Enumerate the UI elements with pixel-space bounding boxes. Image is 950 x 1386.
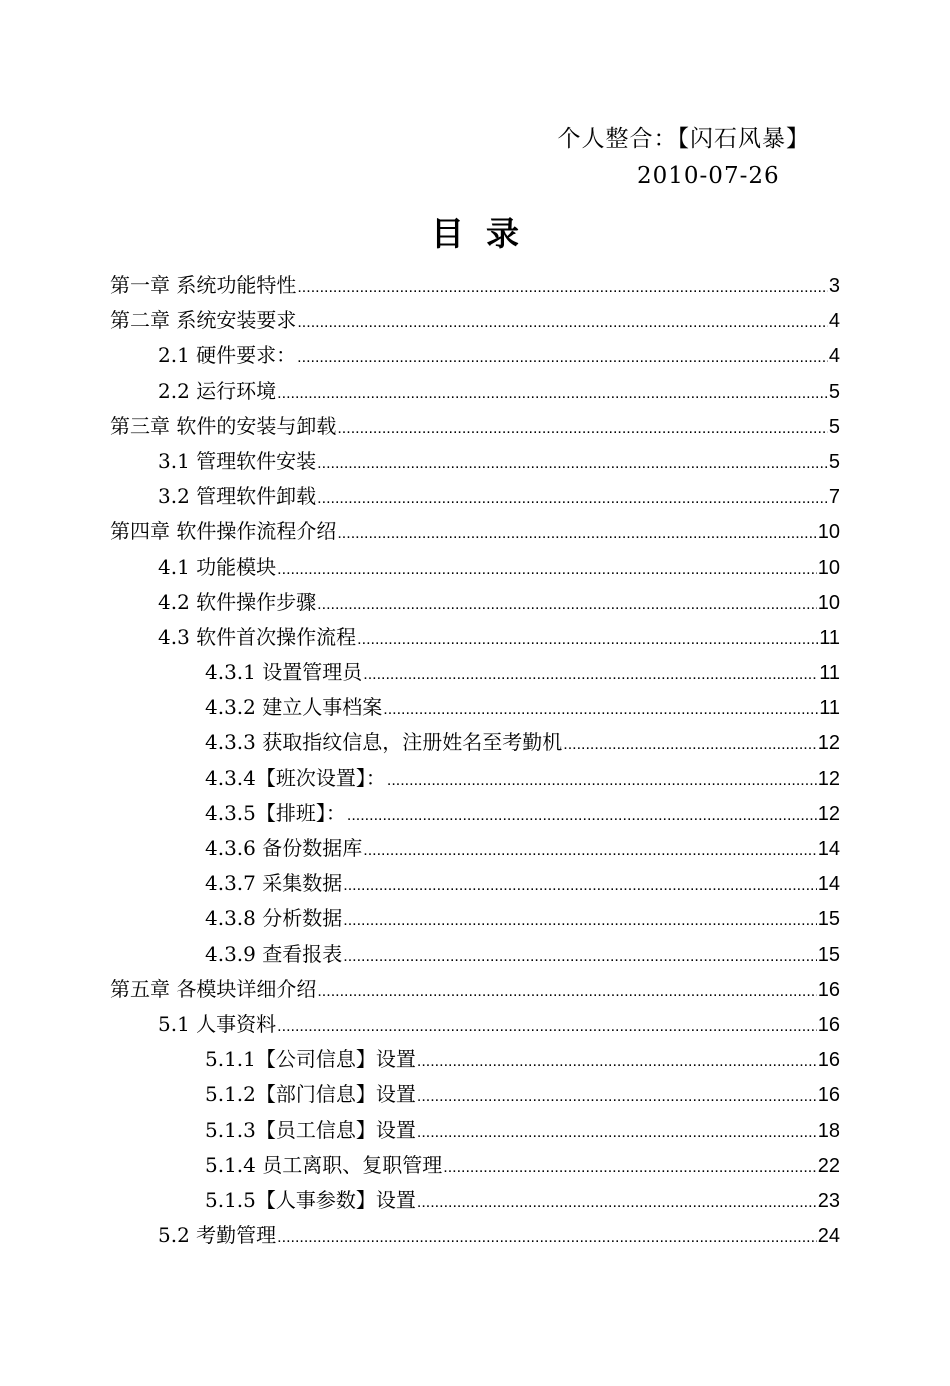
toc-entry-label: 4.3.7 采集数据	[205, 871, 343, 896]
toc-entry-label: 第五章 各模块详细介绍	[110, 976, 317, 1001]
toc-entry-label: 4.3.3 获取指纹信息，注册姓名至考勤机	[205, 730, 563, 755]
toc-entry[interactable]	[110, 901, 840, 936]
toc-entry-page: 11	[819, 697, 840, 720]
toc-entry[interactable]	[110, 1183, 840, 1218]
toc-entry[interactable]	[110, 550, 840, 585]
toc-entry-label: 3.2 管理软件卸载	[158, 484, 317, 509]
toc-entry[interactable]	[110, 1077, 840, 1112]
toc-entry-label: 4.3.1 设置管理员	[205, 660, 363, 685]
toc-entry[interactable]	[110, 1148, 840, 1183]
toc-entry-label: 2.2 运行环境	[158, 378, 277, 403]
toc-dot-leader	[337, 516, 816, 551]
toc-entry-label: 4.3.4【班次设置】：	[205, 765, 386, 790]
toc-entry[interactable]	[110, 866, 840, 901]
toc-dot-leader	[343, 903, 817, 938]
toc-dot-leader	[297, 340, 828, 375]
toc-entry-page: 24	[817, 1225, 840, 1248]
toc-dot-leader	[563, 727, 817, 762]
toc-dot-leader	[417, 1115, 817, 1150]
toc-entry-page: 14	[817, 838, 840, 860]
toc-entry-label: 4.3.2 建立人事档案	[205, 695, 383, 720]
toc-dot-leader	[277, 376, 828, 411]
toc-dot-leader	[277, 1220, 817, 1255]
toc-dot-leader	[363, 833, 817, 868]
toc-entry[interactable]	[110, 725, 840, 760]
toc-dot-leader	[277, 552, 817, 587]
toc-title: 目录	[431, 214, 541, 253]
toc-entry-page: 22	[817, 1154, 840, 1177]
toc-entry-page: 10	[817, 521, 840, 544]
toc-entry[interactable]	[110, 796, 840, 831]
toc-entry-page: 7	[828, 486, 840, 509]
toc-entry-label: 4.3.5【排班】：	[205, 800, 346, 825]
toc-entry-label: 4.3.8 分析数据	[205, 906, 343, 931]
toc-entry[interactable]	[110, 303, 840, 338]
toc-entry-label: 4.3 软件首次操作流程	[158, 624, 357, 649]
toc-dot-leader	[343, 939, 817, 974]
toc-entry-page: 3	[828, 275, 840, 297]
toc-entry[interactable]	[110, 761, 840, 796]
toc-entry[interactable]	[110, 374, 840, 409]
toc-dot-leader	[417, 1079, 817, 1114]
toc-entry-label: 5.1.1【公司信息】设置	[205, 1047, 416, 1072]
toc-dot-leader	[363, 657, 818, 692]
toc-entry-page: 15	[817, 908, 840, 931]
toc-dot-leader	[277, 1009, 817, 1044]
toc-dot-leader	[387, 763, 817, 798]
toc-entry-label: 4.2 软件操作步骤	[158, 589, 317, 614]
toc-entry[interactable]	[110, 268, 840, 303]
toc-entry-page: 5	[828, 380, 840, 403]
toc-entry-label: 第一章 系统功能特性	[110, 273, 297, 297]
toc-dot-leader	[417, 1185, 817, 1220]
toc-entry-label: 5.1.4 员工离职、复职管理	[205, 1152, 443, 1177]
toc-entry-page: 12	[817, 732, 840, 755]
toc-entry[interactable]	[110, 937, 840, 972]
toc-entry-label: 3.1 管理软件安装	[158, 448, 317, 473]
toc-entry-page: 18	[817, 1119, 840, 1142]
toc-entry-page: 11	[819, 626, 840, 649]
toc-entry-label: 第四章 软件操作流程介绍	[110, 519, 337, 544]
toc-dot-leader	[317, 974, 816, 1009]
toc-entry-page: 16	[817, 1084, 840, 1107]
toc-entry[interactable]	[110, 1007, 840, 1042]
toc-entry[interactable]	[110, 479, 840, 514]
toc-entry-page: 23	[817, 1189, 840, 1212]
toc-entry-page: 5	[828, 450, 840, 473]
toc-entry[interactable]	[110, 338, 840, 373]
toc-dot-leader	[343, 868, 817, 903]
toc-dot-leader	[347, 798, 817, 833]
toc-dot-leader	[317, 446, 828, 481]
toc-entry[interactable]	[110, 831, 840, 866]
toc-entry-label: 4.3.9 查看报表	[205, 941, 343, 966]
toc-entry-label: 5.1.3【员工信息】设置	[205, 1117, 416, 1142]
toc-entry-page: 16	[817, 1049, 840, 1072]
document-date: 2010-07-26	[637, 163, 780, 189]
toc-entry[interactable]	[110, 514, 840, 549]
author-line: 个人整合：【闪石风暴】	[557, 126, 810, 152]
toc-entry-label: 5.2 考勤管理	[158, 1223, 277, 1248]
toc-entry[interactable]	[110, 585, 840, 620]
toc-entry[interactable]	[110, 690, 840, 725]
toc-entry-page: 5	[828, 415, 840, 438]
toc-entry-label: 5.1 人事资料	[158, 1011, 277, 1036]
toc-entry[interactable]	[110, 972, 840, 1007]
toc-entry-page: 16	[817, 978, 840, 1001]
toc-entry[interactable]	[110, 1218, 840, 1253]
toc-dot-leader	[337, 411, 828, 446]
toc-dot-leader	[317, 587, 817, 622]
toc-entry-label: 4.1 功能模块	[158, 554, 277, 579]
toc-entry[interactable]	[110, 655, 840, 690]
toc-entry-page: 16	[817, 1013, 840, 1036]
toc-dot-leader	[383, 692, 818, 727]
toc-entry-label: 2.1 硬件要求：	[158, 343, 297, 368]
toc-dot-leader	[297, 270, 828, 305]
toc-entry[interactable]	[110, 409, 840, 444]
toc-entry[interactable]	[110, 1113, 840, 1148]
toc-dot-leader	[417, 1044, 817, 1079]
toc-entry-label: 5.1.5【人事参数】设置	[205, 1187, 416, 1212]
toc-entry[interactable]	[110, 1042, 840, 1077]
toc-entry-label: 5.1.2【部门信息】设置	[205, 1082, 416, 1107]
toc-entry-page: 11	[819, 662, 840, 685]
toc-dot-leader	[357, 622, 818, 657]
table-of-contents	[110, 268, 840, 1253]
toc-entry-page: 15	[817, 943, 840, 966]
toc-entry[interactable]	[110, 444, 840, 479]
toc-dot-leader	[443, 1150, 817, 1185]
toc-dot-leader	[297, 305, 828, 340]
toc-dot-leader	[317, 481, 828, 516]
toc-entry-page: 10	[817, 556, 840, 579]
toc-entry-page: 10	[817, 591, 840, 614]
toc-entry-page: 12	[817, 767, 840, 790]
toc-entry-page: 12	[817, 802, 840, 825]
toc-entry-page: 14	[817, 873, 840, 896]
toc-entry[interactable]	[110, 620, 840, 655]
toc-entry-label: 4.3.6 备份数据库	[205, 836, 363, 860]
toc-entry-page: 4	[828, 345, 840, 368]
toc-entry-label: 第三章 软件的安装与卸载	[110, 413, 337, 438]
toc-entry-label: 第二章 系统安装要求	[110, 308, 297, 333]
toc-entry-page: 4	[828, 310, 840, 333]
